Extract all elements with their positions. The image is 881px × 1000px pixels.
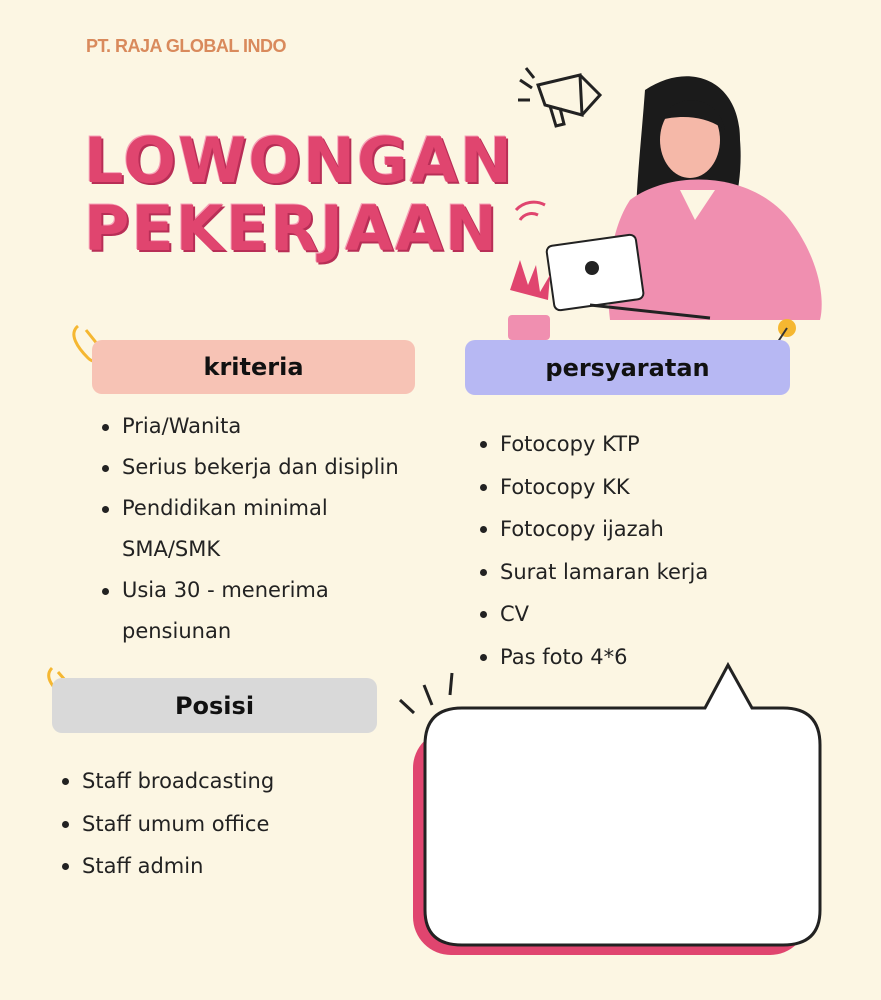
wifi-icon [516, 202, 545, 220]
title-line-2: PEKERJAAN [84, 192, 499, 265]
emphasis-lines [400, 673, 452, 713]
list-item: Staff umum office [60, 803, 380, 846]
list-item: Serius bekerja dan disiplin [100, 447, 420, 488]
list-item: Surat lamaran kerja [478, 551, 818, 594]
persyaratan-list [478, 423, 818, 679]
megaphone-icon [518, 68, 600, 126]
speech-bubble [390, 655, 830, 965]
kriteria-header: kriteria [92, 340, 415, 394]
posisi-list [60, 760, 380, 888]
plant-icon [508, 260, 550, 340]
list-item: Pendidikan minimal SMA/SMK [100, 488, 352, 570]
persyaratan-header: persyaratan [465, 340, 790, 395]
list-item: Pas foto 4*6 [478, 636, 818, 679]
list-item: Staff broadcasting [60, 760, 380, 803]
kriteria-list [100, 406, 420, 652]
woman-laptop-illustration [490, 60, 840, 370]
list-item: Fotocopy ijazah [478, 508, 818, 551]
list-item: Fotocopy KK [478, 466, 818, 509]
list-item: Usia 30 - menerima pensiunan [100, 570, 352, 652]
posisi-header: Posisi [52, 678, 377, 733]
list-item: Staff admin [60, 845, 380, 888]
list-item: Pria/Wanita [100, 406, 420, 447]
list-item: CV [478, 593, 818, 636]
list-item: Fotocopy KTP [478, 423, 818, 466]
company-name: PT. RAJA GLOBAL INDO [86, 36, 287, 56]
title-line-1: LOWONGAN [84, 124, 514, 197]
